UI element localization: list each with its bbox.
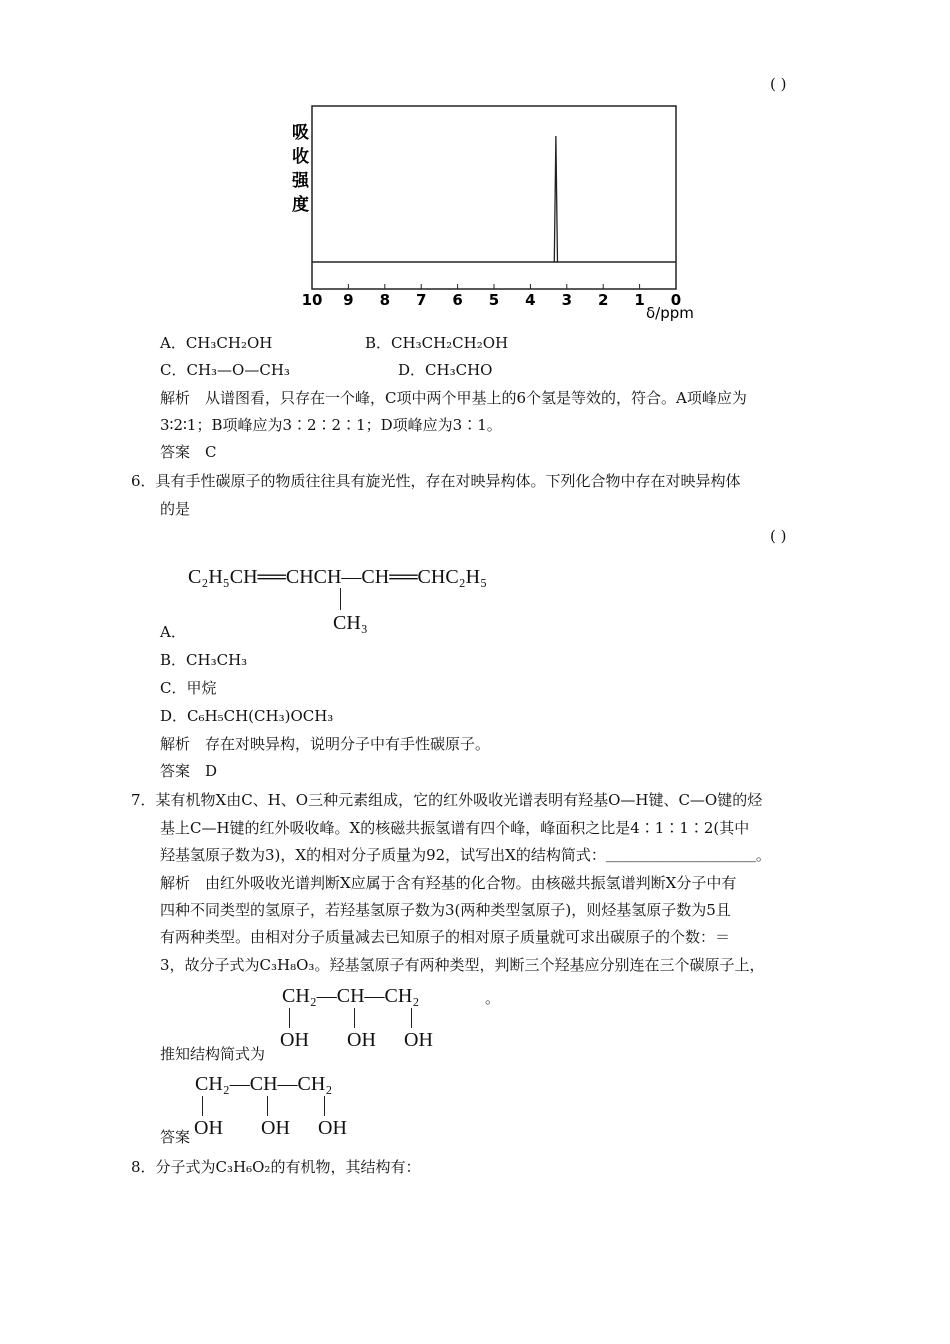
- q5-option-b[interactable]: B．CH₃CH₂CH₂OH: [365, 334, 509, 352]
- x-tick-label: 7: [415, 291, 427, 309]
- q6-option-c[interactable]: C．甲烷: [160, 679, 217, 697]
- q7-structure-main: CH₂—CH—CH₂: [282, 985, 420, 1007]
- q5-analysis-line1: 解析 从谱图看，只存在一个峰，C项中两个甲基上的6个氢是等效的，符合。A项峰应为: [160, 389, 747, 407]
- q7-answer-oh-3: OH: [318, 1117, 347, 1139]
- y-label-char: 收: [292, 147, 309, 167]
- x-tick-label: 5: [488, 291, 500, 309]
- q6-formula-a-main: C₂H₅CH══CHCH—CH══CHC₂H₅: [188, 566, 488, 588]
- q6-stem-line1: 6．具有手性碳原子的物质往往具有旋光性，存在对映异构体。下列化合物中存在对映异构体: [131, 472, 741, 490]
- q5-option-c[interactable]: C．CH₃—O—CH₃: [160, 361, 290, 379]
- q5-analysis-line2: 3∶2∶1；B项峰应为3∶2∶2∶1；D项峰应为3∶1。: [160, 416, 502, 434]
- q6-option-b[interactable]: B．CH₃CH₃: [160, 651, 248, 669]
- y-label-char: 吸: [292, 123, 309, 143]
- x-tick-label: 4: [525, 291, 536, 309]
- x-tick-label: 2: [597, 291, 609, 309]
- q6-formula-a-bond: [340, 588, 341, 610]
- q7-answer-bond: [324, 1096, 325, 1116]
- q6-stem-line2: 的是: [160, 500, 191, 518]
- q5-option-d[interactable]: D．CH₃CHO: [398, 361, 493, 379]
- nmr-spectrum-chart: [280, 100, 720, 325]
- q7-analysis-line3: 有两种类型。由相对分子质量减去已知原子的相对原子质量就可求出碳原子的个数：＝: [160, 928, 731, 946]
- x-tick-label: 1: [634, 291, 645, 309]
- q7-bond: [411, 1008, 412, 1028]
- q7-line1: 7．某有机物X由C、H、O三种元素组成，它的红外吸收光谱表明有羟基O—H键、C—O键的烃: [131, 791, 763, 809]
- q7-analysis-line1: 解析 由红外吸收光谱判断X应属于含有羟基的化合物。由核磁共振氢谱判断X分子中有: [160, 874, 737, 892]
- q6-option-d[interactable]: D．C₆H₅CH(CH₃)OCH₃: [160, 707, 334, 725]
- y-label-char: 强: [292, 171, 309, 191]
- x-tick-label: 6: [452, 291, 463, 309]
- q7-line3: 羟基氢原子数为3)，X的相对分子质量为92，试写出X的结构简式：＿＿＿＿＿＿＿＿＿＿。: [160, 846, 771, 864]
- q7-analysis-line2: 四种不同类型的氢原子，若羟基氢原子数为3(两种类型氢原子)，则烃基氢原子数为5且: [160, 901, 731, 919]
- q7-answer-oh-1: OH: [194, 1117, 223, 1139]
- x-tick-label: 8: [379, 291, 391, 309]
- q7-answer-bond: [267, 1096, 268, 1116]
- q7-line2: 基上C—H键的红外吸收峰。X的核磁共振氢谱有四个峰，峰面积之比是4∶1∶1∶2(其中: [160, 819, 750, 837]
- q6-option-a-label[interactable]: A．: [160, 623, 186, 641]
- y-label-char: 度: [292, 195, 309, 215]
- q7-analysis-line4: 3，故分子式为C₃H₈O₃。羟基氢原子有两种类型，判断三个羟基应分别连在三个碳原子上，: [160, 956, 765, 974]
- q5-option-a[interactable]: A．CH₃CH₂OH: [160, 334, 273, 352]
- q7-oh-2: OH: [347, 1029, 376, 1051]
- x-tick-label: 10: [301, 291, 323, 309]
- x-axis-label: δ/ppm: [646, 304, 694, 322]
- x-tick-label: 0: [670, 291, 682, 309]
- q7-structure-period: 。: [485, 989, 501, 1007]
- q7-bond: [354, 1008, 355, 1028]
- y-axis-label: [291, 123, 310, 215]
- x-tick-label: 9: [343, 291, 354, 309]
- q5-answer: 答案 C: [160, 443, 217, 461]
- q6-formula-a-branch: CH₃: [333, 612, 368, 634]
- q7-oh-1: OH: [280, 1029, 309, 1051]
- spectrum-peak: [554, 136, 557, 262]
- q7-infer-label: 推知结构简式为: [160, 1045, 266, 1063]
- q7-answer-label: 答案: [160, 1128, 191, 1146]
- q7-answer-oh-2: OH: [261, 1117, 290, 1139]
- q7-oh-3: OH: [404, 1029, 433, 1051]
- x-tick-label: 3: [561, 291, 573, 309]
- q6-answer-bracket: ( ): [770, 527, 787, 545]
- q7-answer-structure-main: CH₂—CH—CH₂: [195, 1073, 333, 1095]
- q7-answer-bond: [202, 1096, 203, 1116]
- q5-answer-bracket: ( ): [770, 75, 787, 93]
- q8-stem: 8．分子式为C₃H₆O₂的有机物，其结构有：: [131, 1158, 421, 1176]
- q7-bond: [289, 1008, 290, 1028]
- q6-answer: 答案 D: [160, 762, 218, 780]
- q6-analysis: 解析 存在对映异构，说明分子中有手性碳原子。: [160, 735, 491, 753]
